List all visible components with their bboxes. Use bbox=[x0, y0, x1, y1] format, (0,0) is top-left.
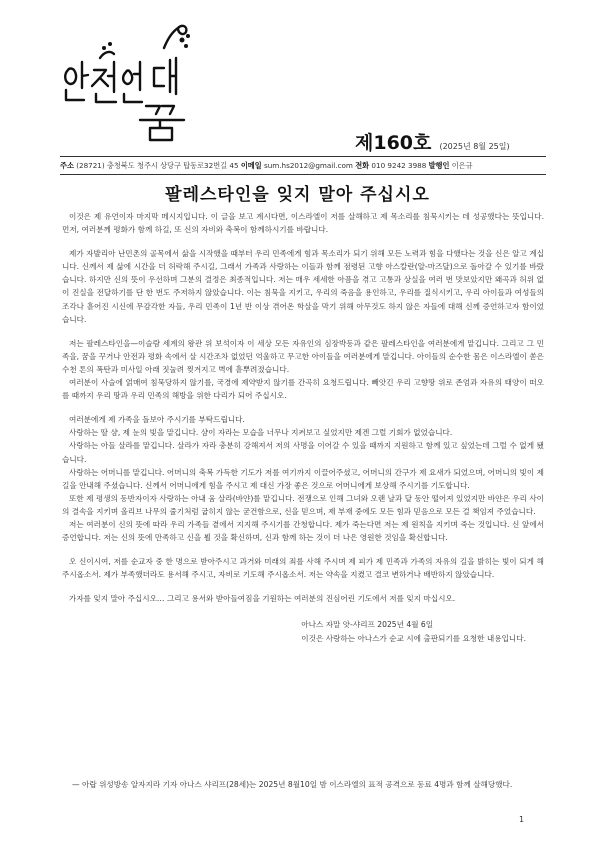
article-paragraph: 사랑하는 딸 샴, 제 눈의 빛을 맡깁니다. 샴이 자라는 모습을 너무나 지켜보고 싶었지만 제겐 그럴 기회가 없었습니다. bbox=[69, 428, 453, 438]
article-body bbox=[62, 210, 544, 645]
signature-line-2: 이것은 사랑하는 아나스가 순교 시에 출판되기를 요청한 내용입니다. bbox=[301, 633, 526, 643]
article-paragraph: 사랑하는 아들 살라를 맡깁니다. 살라가 자라 충분히 강해져서 저의 사명을 이어갈 수 있을 때까지 지원하고 함께 있고 싶었는데 그럴 수 없게 됐습니다. bbox=[62, 441, 544, 464]
publisher-value: 이은규 bbox=[451, 161, 473, 170]
signature-line-1: 아나스 자말 앗-샤리프 2025년 4월 6일 bbox=[301, 620, 434, 630]
issue-number: 제160호 bbox=[355, 132, 432, 154]
contact-bar bbox=[60, 156, 546, 175]
signature-block bbox=[62, 618, 544, 644]
address-value: (28721) 충청북도 청주시 상당구 탑동로32번길 45 bbox=[76, 161, 239, 170]
page-number: 1 bbox=[519, 815, 525, 824]
phone-value: 010 9242 3988 bbox=[371, 161, 427, 170]
article-paragraph: 오 신이시여, 저를 순교자 중 한 명으로 받아주시고 과거와 미래의 죄를 사해 주시며 제 피가 제 민족과 가족의 자유의 길을 밝히는 빛이 되게 해 주시옵소서. 제가 부족했더라도 용서해 주시고, 자비로 기도해 주시옵소서. 저는 약속을 지켰고 결코 변하거나 배반하지 않았습니다. bbox=[62, 557, 544, 580]
publisher-label: 발행인 bbox=[428, 161, 450, 170]
article-paragraph: 여러분이 사슬에 얽매여 침묵당하지 않기를, 국경에 제약받지 않기를 간곡히 요청드립니다. 빼앗긴 우리 고향땅 위로 존엄과 자유의 태양이 떠오를 때까지 우리 땅과 우리 민족의 해방을 위한 다리가 되어 주십시오. bbox=[62, 378, 544, 401]
phone-label: 전화 bbox=[355, 161, 370, 170]
article-paragraph: 가자를 잊지 말아 주십시오… 그리고 용서와 받아들여짐을 기원하는 여러분의 진심어린 기도에서 저를 잊지 마십시오. bbox=[69, 594, 456, 604]
article-paragraph: 제가 자발리아 난민촌의 골목에서 삶을 시작했을 때부터 우리 민족에게 힘과 목소리가 되기 위해 모든 노력과 힘을 다했다는 것을 신은 알고 계십니다. 신께서 제 삶에 시간을 더 허락해 주시길, 그래서 가족과 사랑하는 이들과 함께 점령된 고향 아스칼란(알-마즈달)으로 돌아갈 수 있기를 바랐습니다. 하지만 신의 뜻이 우선하며 그분의 결정은 최종적입니다. 저는 매우 세세한 아픔을 겪고 고통과 상실을 여러 번 맛보았지만 왜곡과 허위 없이 진실을 전달하기를 단 한 번도 주저하지 않았습니다. 이는 침묵을 지키고, 우리의 죽음을 용인하고, 우리를 질식시키고, 우리 아이들과 여성들의 조각나 흩어진 시신에 무감각한 자들, 우리 민족이 1년 반 이상 겪어온 학살을 막기 위해 아무것도 하지 않은 자들에 대해 신께 증언하고자 함이었습니다. bbox=[62, 249, 544, 324]
article-paragraph: 사랑하는 어머니를 맡깁니다. 어머니의 축복 가득한 기도가 저를 여기까지 이끌어주셨고, 어머니의 간구가 제 요새가 되었으며, 어머니의 빛이 제 길을 안내해 주셨습니다. 신께서 어머니에게 힘을 주시고 제 대신 가장 좋은 것으로 어머니에게 보상해 주시기를 기도합니다. bbox=[62, 467, 544, 490]
issue-info bbox=[355, 128, 510, 155]
article-paragraph: 저는 팔레스타인을—이슬람 세계의 왕관 위 보석이자 이 세상 모든 자유인의 심장박동과 같은 팔레스타인을 여러분에게 맡깁니다. 그리고 그 민족을, 꿈을 꾸거나 안전과 평화 속에서 살 시간조차 없었던 억울하고 무고한 아이들을 여러분에게 맡깁니다. 아이들의 순수한 몸은 이스라엘이 쏟은 수천 톤의 폭탄과 미사일 아래 짓눌려 찢겨지고 벽에 흩뿌려졌습니다. bbox=[62, 338, 544, 374]
footnote: — 아랍 위성방송 알자지라 기자 아나스 샤리프(28세)는 2025년 8월10일 밤 이스라엘의 표적 공격으로 동료 4명과 함께 살해당했다. bbox=[72, 780, 513, 789]
address-label: 주소 bbox=[60, 161, 74, 170]
article-paragraph: 또한 제 평생의 동반자이자 사랑하는 아내 움 살라(바얀)를 맡깁니다. 전쟁으로 인해 그녀와 오랜 날과 달 동안 떨어져 있었지만 바얀은 우리 사이의 결속을 지키며 올리브 나무의 줄기처럼 굽히지 않는 굳건함으로, 신을 믿으며, 제 부재 중에도 모든 힘과 믿음으로 모든 걸 책임져 주었습니다. bbox=[62, 493, 544, 516]
email-value[interactable]: sum.hs2012@gmail.com bbox=[263, 161, 353, 170]
article-paragraph: 저는 여러분이 신의 뜻에 따라 우리 가족들 곁에서 지지해 주시기를 간청합니다. 제가 죽는다면 저는 제 원칙을 지키며 죽는 것입니다. 신 앞에서 증언합니다. 저는 신의 뜻에 만족하고 신을 뵐 것을 확신하며, 신과 함께 하는 것이 더 나은 영원한 것임을 확신합니다. bbox=[62, 519, 544, 543]
article-paragraph: 이것은 제 유언이자 마지막 메시지입니다. 이 글을 보고 계시다면, 이스라엘이 저를 살해하고 제 목소리를 침묵시키는 데 성공했다는 뜻입니다. 먼저, 여러분께 평화가 함께 하길, 또 신의 자비와 축복이 함께하시기를 바랍니다. bbox=[62, 212, 544, 235]
email-label: 이메일 bbox=[240, 161, 262, 170]
masthead-logo bbox=[60, 18, 200, 143]
issue-date: (2025년 8월 25일) bbox=[439, 142, 510, 151]
article-title: 팔레스타인을 잊지 말아 주십시오 bbox=[165, 185, 430, 205]
article-paragraph: 여러분에게 제 가족을 돌보아 주시기를 부탁드립니다. bbox=[69, 415, 245, 425]
